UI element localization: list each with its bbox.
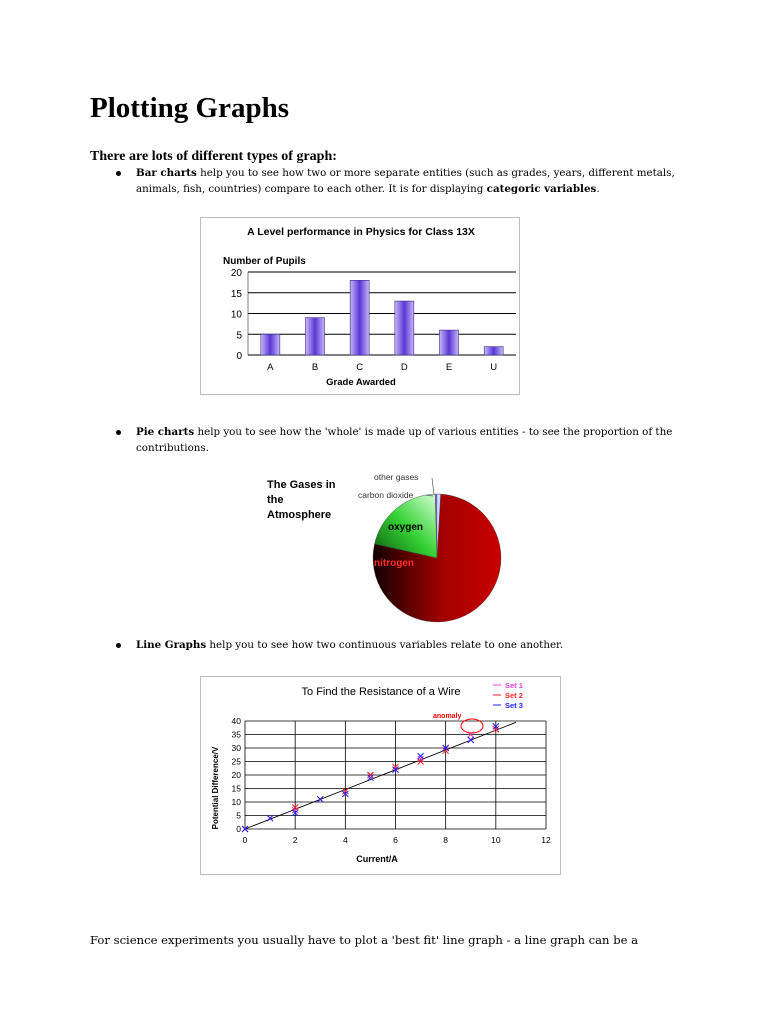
bar-chart-xlabel: Grade Awarded (326, 377, 396, 388)
line-ytick-label: 5 (236, 810, 241, 821)
data-point (468, 737, 474, 743)
line-xtick-label: 12 (541, 835, 551, 845)
line-ytick-label: 15 (231, 783, 241, 794)
line-ytick-label: 30 (231, 743, 241, 753)
bar (350, 280, 369, 355)
pie-label-oxygen: oxygen (388, 522, 424, 533)
line-xtick-label: 8 (443, 835, 449, 845)
bar (440, 330, 459, 355)
bar (395, 301, 414, 355)
bar-chart-title: A Level performance in Physics for Class 13X (247, 226, 475, 238)
line-graphs-term: Line Graphs (136, 639, 207, 651)
bullet-dot (116, 171, 121, 176)
legend-label: Set 2 (505, 691, 523, 700)
bar-category-label: B (311, 362, 319, 373)
bar-chart (200, 217, 520, 395)
line-xtick-label: 2 (292, 835, 298, 845)
pie-charts-term: Pie charts (136, 426, 195, 438)
bar-category-label: U (490, 362, 498, 373)
categoric-variables-term: categoric variables (486, 183, 597, 195)
bullet-dot (116, 430, 121, 435)
line-xtick-label: 4 (342, 835, 348, 845)
pie-charts-paragraph (136, 424, 736, 456)
line-graph-ylabel: Potential Difference/V (211, 746, 220, 830)
line-graph-svg (201, 677, 560, 874)
line-ytick-label: 20 (231, 770, 241, 780)
line-ytick-label: 0 (236, 824, 241, 834)
intro-heading: There are lots of different types of graph: (90, 149, 337, 164)
pie-label-nitrogen: nitrogen (374, 558, 414, 569)
bar-ytick-label: 10 (230, 309, 242, 321)
pie-chart-svg (262, 468, 512, 623)
pie-charts-text-2: contributions. (136, 442, 209, 454)
line-xtick-label: 0 (242, 835, 248, 845)
closing-paragraph: For science experiments you usually have to plot a 'best fit' line graph - a line graph can be a (90, 933, 639, 947)
pie-title-line-1: The Gases in (267, 479, 336, 491)
bar-ytick-label: 20 (230, 268, 242, 279)
bar-ytick-label: 5 (236, 330, 242, 342)
bar-charts-paragraph (136, 165, 736, 197)
bar-category-label: A (267, 362, 274, 373)
pie-label-carbon-dioxide: carbon dioxide (358, 490, 414, 500)
line-graphs-text-1: help you to see how two continuous variables relate to one another. (206, 639, 564, 651)
bar-charts-text-1: help you to see how two or more separate entities (such as grades, years, different metals, (196, 167, 675, 179)
data-point (317, 796, 323, 802)
bar-ytick-label: 15 (230, 288, 242, 300)
anomaly-label: anomaly (433, 713, 462, 720)
line-ytick-label: 40 (231, 716, 241, 726)
line-xtick-label: 10 (491, 835, 501, 845)
pie-chart (262, 468, 512, 623)
bullet-dot (116, 643, 121, 648)
legend-label: Set 3 (505, 701, 523, 710)
bar (306, 318, 325, 355)
bar (484, 347, 503, 355)
pie-leader-line (432, 478, 434, 495)
line-ytick-label: 25 (231, 756, 241, 767)
line-graphs-paragraph (136, 637, 736, 653)
bar-category-label: D (400, 362, 408, 373)
bar-category-label: C (356, 362, 364, 373)
line-ytick-label: 35 (231, 729, 241, 740)
line-ytick-label: 10 (231, 797, 241, 807)
legend-label: Set 1 (505, 681, 523, 690)
bar-charts-text-2: animals, fish, countries) compare to each other. It is for displaying (136, 183, 487, 195)
bar-category-label: E (445, 362, 453, 373)
bar-chart-svg (201, 218, 519, 394)
best-fit-line (245, 722, 516, 829)
line-graph-xlabel: Current/A (356, 854, 398, 864)
line-graph (200, 676, 561, 875)
pie-charts-text-1: help you to see how the 'whole' is made up of various entities - to see the proportion of the (194, 426, 673, 438)
bar-charts-end: . (596, 183, 600, 195)
bar-ytick-label: 0 (236, 351, 242, 362)
pie-title-line-2: the (267, 494, 284, 506)
line-graph-title: To Find the Resistance of a Wire (301, 686, 461, 698)
line-xtick-label: 6 (393, 835, 398, 845)
bar-chart-ylabel: Number of Pupils (223, 256, 306, 267)
bar-charts-term: Bar charts (136, 167, 197, 179)
pie-title-line-3: Atmosphere (267, 509, 332, 521)
pie-label-other-gases: other gases (374, 472, 419, 482)
bar (261, 334, 280, 355)
page-title: Plotting Graphs (90, 92, 289, 124)
